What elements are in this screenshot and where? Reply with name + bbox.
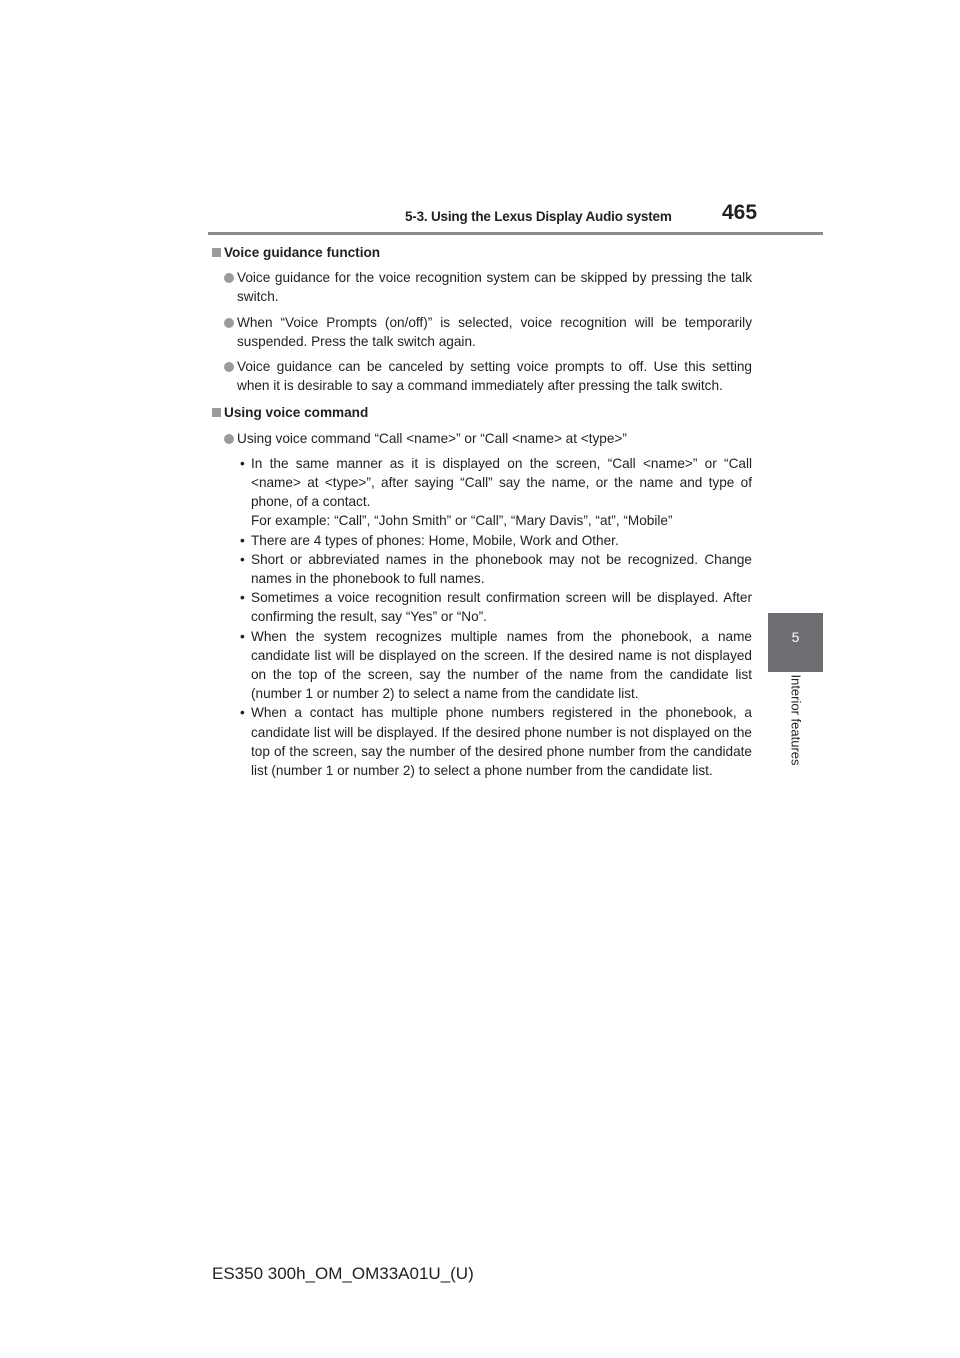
sub-item [237, 703, 752, 780]
sub-item-text: There are 4 types of phones: Home, Mobile, Work and Other. [251, 532, 619, 548]
section-heading [212, 243, 752, 262]
sub-item-text: Sometimes a voice recognition result confirmation screen will be displayed. After confirming the result, say “Yes” or “No”. [251, 590, 752, 625]
bullet-item [212, 429, 752, 448]
square-bullet-icon [212, 248, 221, 257]
small-dot-icon: • [240, 551, 245, 567]
sub-item [237, 550, 752, 588]
bullet-text: Voice guidance for the voice recognition system can be skipped by pressing the talk switch. [237, 270, 752, 305]
bullet-text: When “Voice Prompts (on/off)” is selected, voice recognition will be temporarily suspended. Press the talk switch again. [237, 314, 752, 349]
header-section-title: 5-3. Using the Lexus Display Audio system [405, 209, 672, 224]
header-divider [208, 232, 823, 235]
section-heading [212, 403, 752, 422]
small-dot-icon: • [240, 705, 245, 721]
small-dot-icon: • [240, 628, 245, 644]
sub-item [237, 454, 752, 531]
page-number: 465 [722, 201, 758, 224]
bullet-text: Using voice command “Call <name>” or “Call <name> at <type>” [237, 430, 627, 446]
circle-bullet-icon [224, 318, 234, 328]
circle-bullet-icon [224, 434, 234, 444]
sub-item-example: For example: “Call”, “John Smith” or “Call”, “Mary Davis”, “at”, “Mobile” [251, 513, 673, 529]
circle-bullet-icon [224, 273, 234, 283]
page-content [212, 243, 752, 794]
chapter-number: 5 [791, 629, 800, 645]
bullet-item [212, 268, 752, 306]
document-code: ES350 300h_OM_OM33A01U_(U) [212, 1264, 474, 1283]
square-bullet-icon [212, 408, 221, 417]
bullet-item [212, 313, 752, 351]
sub-item [237, 531, 752, 550]
sub-item-text: In the same manner as it is displayed on the screen, “Call <name>” or “Call <name> at <type>”, after saying “Call” say the name, or the name and type of phone, of a contact. [251, 455, 752, 510]
bullet-text: Voice guidance can be canceled by setting voice prompts to off. Use this setting when it is desirable to say a command immediately after pressing the talk switch. [237, 359, 752, 394]
sub-item [237, 627, 752, 704]
section-heading-text: Using voice command [224, 405, 369, 421]
small-dot-icon: • [240, 590, 245, 606]
sub-item-text: When a contact has multiple phone numbers registered in the phonebook, a candidate list will be displayed. If the desired phone number is not displayed on the top of the screen, say the number of the desired phone number from the candidate list (number 1 or number 2) to select a phone number from the candidate list. [251, 705, 752, 779]
small-dot-icon: • [240, 455, 245, 471]
sub-item-text: When the system recognizes multiple names from the phonebook, a name candidate list will be displayed on the screen. If the desired name is not displayed on the top of the screen, say the number of the name from the candidate list (number 1 or number 2) to select a name from the candidate list. [251, 628, 752, 702]
bullet-item [212, 357, 752, 395]
sub-item [237, 588, 752, 626]
circle-bullet-icon [224, 362, 234, 372]
small-dot-icon: • [240, 532, 245, 548]
chapter-tab [768, 613, 823, 672]
chapter-label: Interior features [788, 674, 804, 766]
section-heading-text: Voice guidance function [224, 245, 381, 260]
sub-item-text: Short or abbreviated names in the phonebook may not be recognized. Change names in the phonebook to full names. [251, 551, 752, 587]
sub-item-list [237, 454, 752, 780]
